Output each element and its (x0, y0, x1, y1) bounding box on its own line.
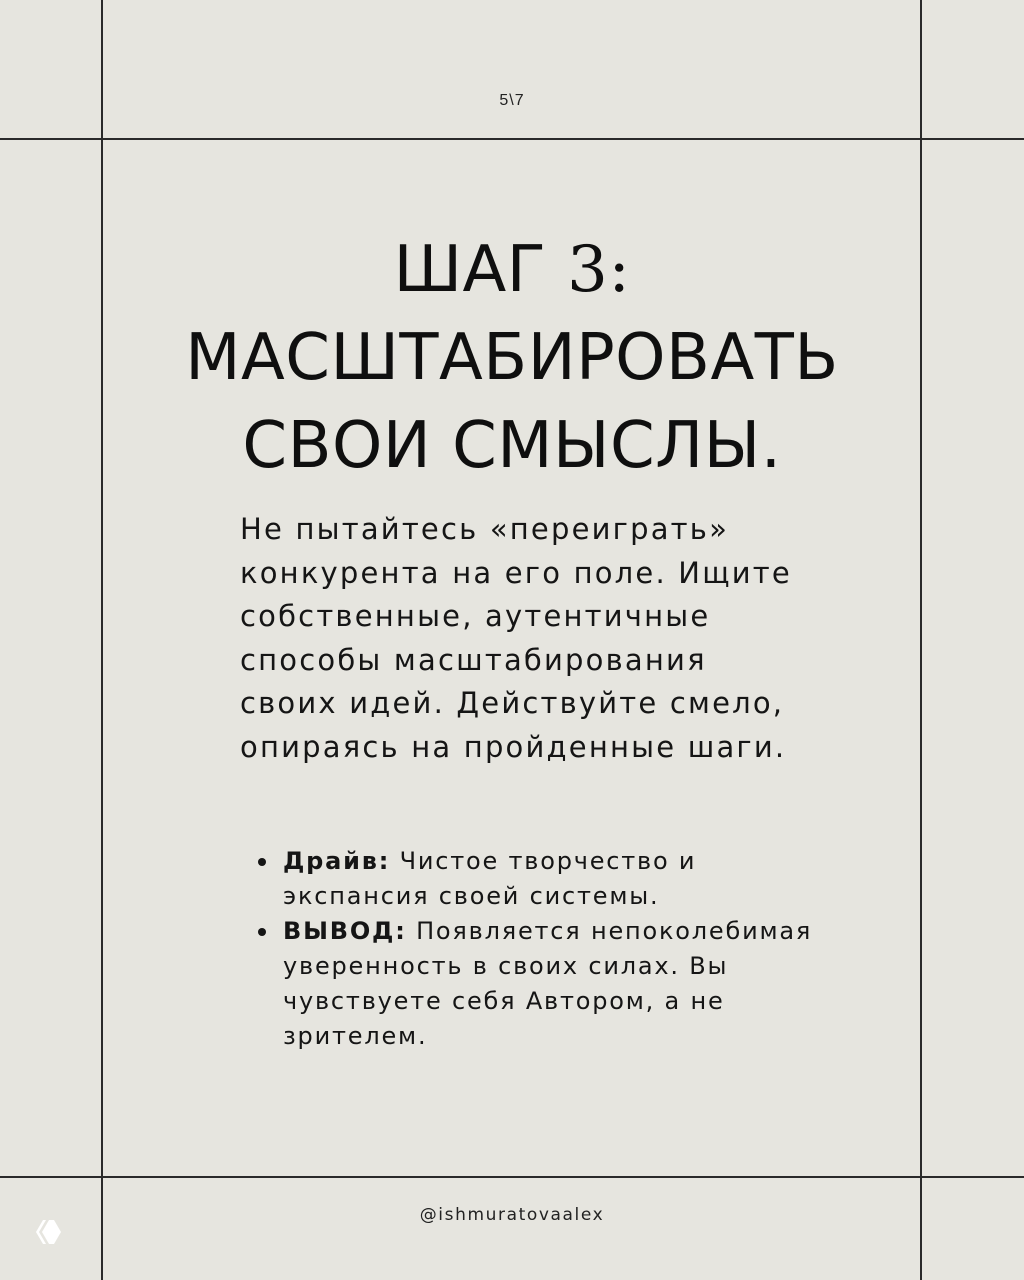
headline-step-word: ШАГ (393, 233, 568, 307)
grid-line-left (101, 0, 103, 1280)
body-line: Не пытайтесь «переиграть» (240, 512, 730, 546)
bullet-line: чувствуете себя Автором, а не (283, 987, 725, 1015)
bullet-text: Появляется непоколебимая (406, 917, 813, 945)
bullet-item-conclusion (258, 914, 878, 1054)
bullet-list (258, 844, 878, 1054)
bullet-term: Драйв: (283, 847, 391, 875)
bullet-dot (258, 858, 266, 866)
headline-line-1 (102, 226, 922, 314)
bullet-term: ВЫВОД: (283, 917, 407, 945)
headline-line-2: МАСШТАБИРОВАТЬ (185, 321, 839, 395)
bullet-text: Чистое творчество и (390, 847, 697, 875)
bullet-first-line (283, 844, 878, 879)
body-line: опираясь на пройденные шаги. (240, 729, 787, 764)
grid-line-right (920, 0, 922, 1280)
body-line: конкурента на его поле. Ищите (240, 555, 792, 590)
page-counter: 5\7 (499, 92, 525, 109)
headline-step-number: 3: (567, 233, 631, 307)
grid-line-top (0, 138, 1024, 140)
bullet-line: зрителем. (283, 1022, 428, 1050)
author-handle: @ishmuratovaalex (419, 1205, 605, 1225)
body-line: своих идей. Действуйте смело, (240, 686, 785, 720)
body-line: способы масштабирования (240, 642, 707, 677)
bullet-first-line (283, 914, 878, 949)
bullet-dot (258, 928, 266, 936)
grid-line-bottom (0, 1176, 1024, 1178)
bullet-line: уверенность в своих силах. Вы (283, 952, 729, 980)
body-line: собственные, аутентичные (240, 599, 711, 633)
body-paragraph (240, 508, 880, 769)
headline-line-3: СВОИ СМЫСЛЫ. (242, 409, 782, 483)
bullet-line: экспансия своей системы. (283, 882, 660, 910)
headline (102, 226, 922, 490)
bullet-item-drive (258, 844, 878, 914)
